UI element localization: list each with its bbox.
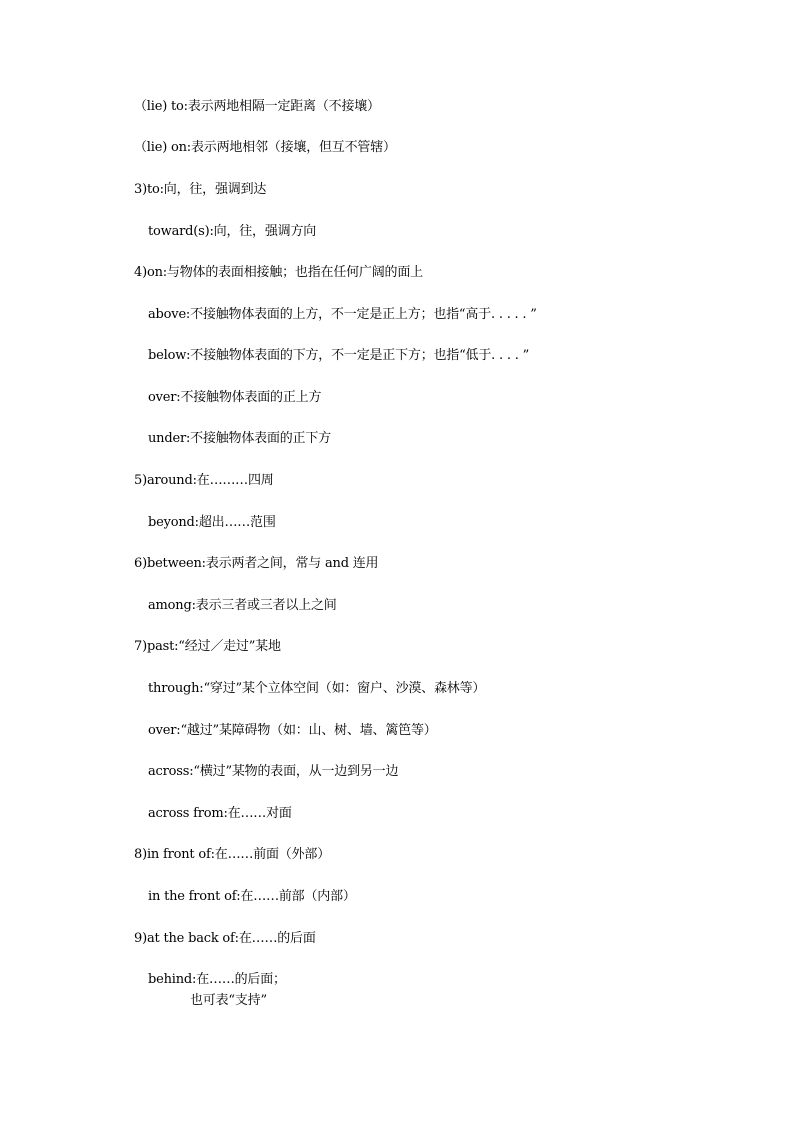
text-line: behind:在……的后面； — [148, 972, 286, 987]
text-line: across from:在……对面 — [148, 806, 292, 821]
text-line: （lie) to:表示两地相隔一定距离（不接壤） — [134, 99, 380, 114]
text-line: 6)between:表示两者之间，常与 and 连用 — [134, 556, 379, 571]
text-line: in the front of:在……前部（内部） — [148, 889, 356, 904]
text-line: below:不接触物体表面的下方，不一定是正下方；也指“低于. . . . ” — [148, 348, 530, 363]
text-line: through:“穿过”某个立体空间（如：窗户、沙漠、森林等） — [148, 681, 486, 696]
text-line: under:不接触物体表面的正下方 — [148, 431, 331, 446]
text-line: （lie) on:表示两地相邻（接壤，但互不管辖） — [134, 140, 396, 155]
text-line: 5)around:在………四周 — [134, 473, 274, 488]
text-line: among:表示三者或三者以上之间 — [148, 598, 337, 613]
text-line: 7)past:“经过／走过”某地 — [134, 639, 281, 654]
text-line: above:不接触物体表面的上方，不一定是正上方；也指“高于. . . . . ” — [148, 307, 537, 322]
text-line: across:“横过”某物的表面，从一边到另一边 — [148, 764, 399, 779]
text-line: 8)in front of:在……前面（外部） — [134, 847, 331, 862]
text-line: 9)at the back of:在……的后面 — [134, 931, 316, 946]
text-line: beyond:超出……范围 — [148, 515, 276, 530]
text-line: 3)to:向，往，强调到达 — [134, 182, 267, 197]
text-line: toward(s):向，往，强调方向 — [148, 224, 317, 239]
text-line: 也可表“支持” — [190, 993, 267, 1008]
text-line: over:不接触物体表面的正上方 — [148, 390, 322, 405]
text-line: over:“越过”某障碍物（如：山、树、墙、篱笆等） — [148, 723, 437, 738]
text-line: 4)on:与物体的表面相接触；也指在任何广阔的面上 — [134, 265, 423, 280]
